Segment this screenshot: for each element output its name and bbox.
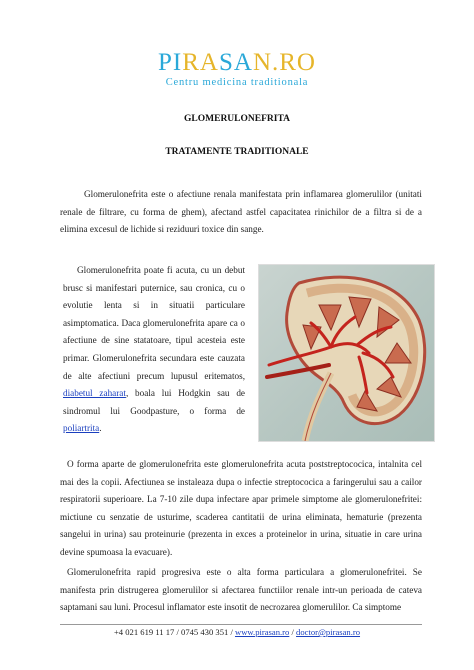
page-title: GLOMERULONEFRITA	[184, 114, 290, 124]
link-poliartrita[interactable]: poliartrita	[63, 423, 100, 434]
paragraph-types-text-1: Glomerulonefrita poate fi acuta, cu un debut brusc si manifestari puternice, sau cronica, cu o evolutie lenta si in situatii particulare asimptomatica. Daca glomerulonefrita apare ca o afectiune de sine statatoare, tipul acesteia este primar. Glomerulonefrita secundara este cauzata de alte afectiuni precum lupusul eritematos,	[63, 265, 245, 381]
paragraph-rapid-progresiva: Glomerulonefrita rapid progresiva este o alta forma particulara a glomerulonefritei. Se manifesta prin distrugerea glomerulilor si afectarea functiilor renale intr-un perioada de cateva saptamani sau luni. Procesul inflamator este insotit de necrozarea glomerulilor. Ca simptome	[60, 567, 422, 613]
logo-title	[0, 50, 474, 76]
kidney-illustration	[258, 264, 435, 442]
paragraph-types	[63, 262, 245, 438]
footer-website-link[interactable]: www.pirasan.ro	[234, 627, 290, 637]
paragraph-types-text-3: .	[99, 423, 102, 434]
footer-separator: /	[291, 627, 294, 637]
footer-phone: +4 021 619 11 17 / 0745 430 351 /	[113, 627, 233, 637]
logo-letters-1: RA	[182, 49, 219, 76]
logo-letters-2: SA	[218, 49, 253, 76]
logo-letters-0: PI	[158, 49, 183, 76]
link-diabetul-zaharat[interactable]: diabetul zaharat	[63, 388, 126, 399]
logo-letters-3: N.RO	[252, 49, 316, 76]
logo	[0, 50, 474, 88]
footer	[0, 627, 474, 637]
footer-divider	[60, 624, 422, 625]
paragraph-types-text-2: , boala lui Hodgkin sau de sindromul lui Goodpasture, o forma de	[63, 388, 245, 416]
logo-subtitle: Centru medicina traditionala	[165, 77, 309, 88]
paragraph-poststreptococica: O forma aparte de glomerulonefrita este glomerulonefrita acuta poststreptococica, intalnita cel mai des la copii. Afectiunea se instaleaza dupa o infectie streptococica a faringerului sau a cailor respiratorii superioare. La 7-10 zile dupa infectare apar primele simptome ale glomerulonefritei: mictiune cu senzatie de usturime, scaderea cantitatii de urina eliminata, hematurie (prezenta sangelui in urina) sau proteinurie (prezenta in exces a proteinelor in urina, situatie in care urina devine spumoasa la evacuare).	[60, 459, 422, 557]
page-subtitle: TRATAMENTE TRADITIONALE	[165, 147, 309, 157]
paragraph-intro: Glomerulonefrita este o afectiune renala manifestata prin inflamarea glomerulilor (unitati renale de filtrare, cu forma de ghem), afectand astfel capacitatea rinichilor de a filtra si de a elimina excesul de lichide si reziduuri toxice din sange.	[60, 189, 422, 235]
footer-email-link[interactable]: doctor@pirasan.ro	[296, 627, 361, 637]
